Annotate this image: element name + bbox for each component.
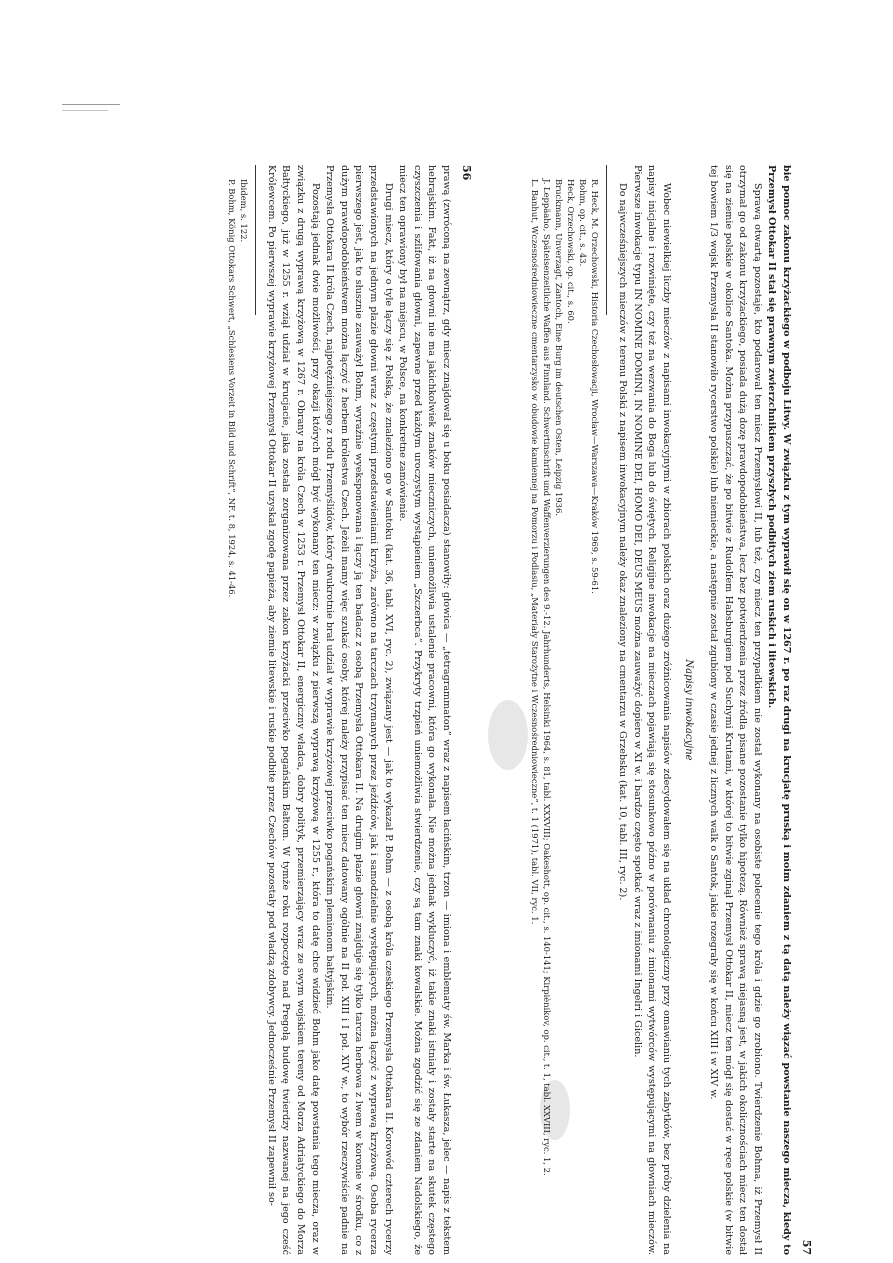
paragraph: Do najwcześniejszych mieczów z terenu Polski z napisem inwokacyjnym należy okaz znaleziony na cmentarzu w Grzebsku (kat. 10, tabl. III, ryc. 2). bbox=[617, 183, 629, 901]
footnote-rule bbox=[255, 165, 256, 315]
footnote: J. Leppäaho, Späteisenzeitliche Waffen aus Finnland. Schwertinschrift und Waffenverzierungen des 9.-12. Jahrhunderts, Helsinki 1964, s. 81, tabl. XXXVIII; Oakeshott, op. cit., s. 140-141; Kirpiènikov, op. cit., t. 1, tabl. XXVIII, ryc. 1, 2. bbox=[542, 179, 553, 1176]
scan-mark bbox=[62, 104, 120, 105]
footnotes bbox=[226, 165, 250, 1255]
footnote-rule bbox=[606, 165, 607, 315]
paragraph: Pozostają jednak dwie możliwości, przy okazji których mógł być wykonany ten miecz: w związku z pierwszą wyprawą krzyżową w 1255 r., która to datę chce widzieć Bohm jako datę powstania tego miecza, oraz w związku z drugą wyprawą krzyżową w 1267 r. Obrany na króla Czech w 1253 r. Przemysł Ottokar II, energiczny władca, dobry polityk, przemierzający wraz ze swym wojskiem tereny od Morza Adriatyckiego do Morza Bałtyckiego, już w 1255 r. wziął udział w krucjacie, jaka została zorganizowana przez zakon krzyżacki przeciwko pogańskim Bałtom. W tymże roku rozpoczęto nad Pregołą budowę twierdzy nazwanej na jego cześć Królewcem. Po pierwszej wyprawie krzyżowej Przemysł Ottokar II uzyskał zgodę papieża, aby ziemie litewskie i ruskie podbite przez Czechów pozostały pod władzą zdobywcy. Jednocześnie Przemysł II zapewnił so- bbox=[265, 165, 321, 1255]
paragraph: bie pomoc zakonu krzyżackiego w podboju Litwy. W związku z tym wyprawił się on w 1267 r. po raz drugi na krucjatę pruską i moim zdaniem z tą datą należy wiązać powstanie naszego miecza, kiedy to Przemysł Ottokar II stał się prawnym zwierzchnikiem przyszłych podbitych ziem ruskich i litewskich. bbox=[766, 165, 792, 1255]
footnote: R. Heck, M. Orzechowski, Historia Czechosłowacji, Wrocław—Warszawa—Kraków 1969, s. 59-61. bbox=[590, 179, 601, 594]
page-body bbox=[226, 165, 453, 1255]
footnote: Ibidem, s. 122. bbox=[239, 179, 250, 243]
scan-mark bbox=[62, 110, 108, 111]
footnote: Heck, Orzechowski, op. cit., s. 60. bbox=[566, 179, 577, 324]
page-number: 56 bbox=[460, 165, 473, 181]
footnote: L. Banhut, Wczesnośredniowieczne cmentarzysko w obudowie kamiennej na Pomorzu i Podlasiu, „Materiały Starożytne i Wczesnośredniowieczne”, t. 1 (1971), tabl. VII, ryc. 1. bbox=[530, 179, 541, 925]
section-heading: Napisy inwokacyjne bbox=[683, 659, 695, 761]
paragraph: Drugi miecz, który o tyle łączy się z Polską, że znaleziono go w Santoku (kat. 36, tabl. XVI, ryc. 2), związany jest — jak to wykazał P. Bohm — z osobą króla czeskiego Przemysła Ottokara II. Korowód czterech rycerzy przedstawionych na jednym płazie głowni wraz z częstymi przedstawieniami krzyża, zarówno na tarczach trzymanych przez jeźdźców, jak i samodzielnie występujących, można łączyć z wyprawą krzyżową. Osoba rycerza pierwszego jest, jak to słusznie zauważył Bohm, wyraźnie wyeksponowana i łączy ją ten badacz z osobą Przemysła Ottokara II. Na drugim płazie głowni znajduje się tylko tarcza herbowa z lwem w koronie w środku, co z dużym prawdopodobieństwem można łączyć z herbem królestwa Czech. Jeżeli mamy więc szukać osoby, której należy przypisać ten miecz datowany ogólnie na II poł. XIII i I poł. XIV w., to wybór rzeczywiście padnie na Przemysła Ottokara II króla Czech, najpotężniejszego z rodu Przemyślidów, który dwukrotnie brał udział w wyprawie krzyżowej przeciwko pogańskim plemionom bałtyjskim. bbox=[324, 165, 394, 1255]
paragraph: Wobec niewielkiej liczby mieczów z napisami inwokacyjnymi w zbiorach polskich oraz dużego zróżnicowania napisów zdecydowałem się na układ chronologiczny przy omawianiu tych zabytków, bez próby dzielenia na napisy inicjalne i rozwinięte, czy też na wezwania do Boga lub do świętych. Religijne inwokacje na mieczach pojawiają się stosunkowo późno w porównaniu z imionami wytwórców występującymi na głowniach mieczów. Pierwsze inwokacje typu IN NOMINE DOMINI, IN NOMINE DEI, HOMO DEI, DEUS MEUS można zauważyć dopiero w XI w. i bardzo często spotkać wraz z imionami Ingelri i Gicelin. bbox=[631, 165, 672, 1255]
page-body bbox=[529, 165, 793, 1255]
page-57 bbox=[475, 165, 815, 1255]
page-number: 57 bbox=[800, 1239, 813, 1255]
paragraph: Sprawą otwartą pozostaje, kto podarował ten miecz Przemysłowi II, lub też, czy miecz ten przypadkiem nie został wykonany na osobiste polecenie tego króla i gdzie go zrobiono. Twierdzenie Bohma, iż Przemysł II otrzymał go od zakonu krzyżackiego, posiada dużą dozę prawdopodobieństwa, lecz bez potwierdzenia przez źródła pisane pozostanie tylko hipotezą. Również sprawą niejasną jest, w jakich okolicznościach miecz ten dostał się na ziemie polskie w okolice Santoka. Można przypuszczać, że po bitwie z Rudolfem Habsburgiem pod Suchymi Krutami, w której to bitwie zginął Przemysł Ottokar II, miecz ten mógł się dostać w ręce polskie (w bitwie tej bowiem 1/3 wojsk Przemysła II stanowiło rycerstwo polskie) lub niemieckie, a następnie został zgubiony w czasie jednej z licznych walk o Santok, jakie rozegrały się w końcu XIII i w XIV w. bbox=[708, 165, 763, 1255]
paragraph: prawą (zwróconą na zewnątrz, gdy miecz znajdował się u boku posiadacza) stanowiły: głowica — „tetragrammaton” wraz z napisem łacińskim, trzon — imiona i emblematy św. Marka i św. Łukasza, jelec — napis z tekstem hebrajskim. Fakt, iż na głowni nie ma jakichkolwiek znaków mieczniczych, uniemożliwia ustalenie pracowni, która go wykonała. Nie można jednak wykluczyć, iż takie znaki istniały i zostały starte na skutek częstego czyszczenia i szlifowania głowni, zapewne przed każdym uroczystym wystąpieniem „Szczerbca”. Przykryty trzpień uniemożliwia stwierdzenie, czy są tam znaki kowalskie. Można zgodzić się ze zdaniem Nadolskiego, że miecz ten oprawiony był na miejscu, w Polsce, na konkretne zamówienie. bbox=[397, 165, 452, 1255]
page-56 bbox=[135, 165, 475, 1255]
footnote: Bruckmann, Unverzagt, Zantoch, Eine Burg im deutschen Osten, Leipzig 1936. bbox=[554, 179, 565, 516]
scan-smudge bbox=[488, 700, 528, 770]
footnote: Bohm, op. cit., s. 43. bbox=[578, 179, 589, 267]
footnote: P. Bohm, König Ottokars Schwert, „Schlesiens Vorzeit in Bild und Schrift”, NF. t. 8, 1924, s. 41-46. bbox=[227, 179, 238, 598]
scan-smudge bbox=[540, 1080, 570, 1140]
